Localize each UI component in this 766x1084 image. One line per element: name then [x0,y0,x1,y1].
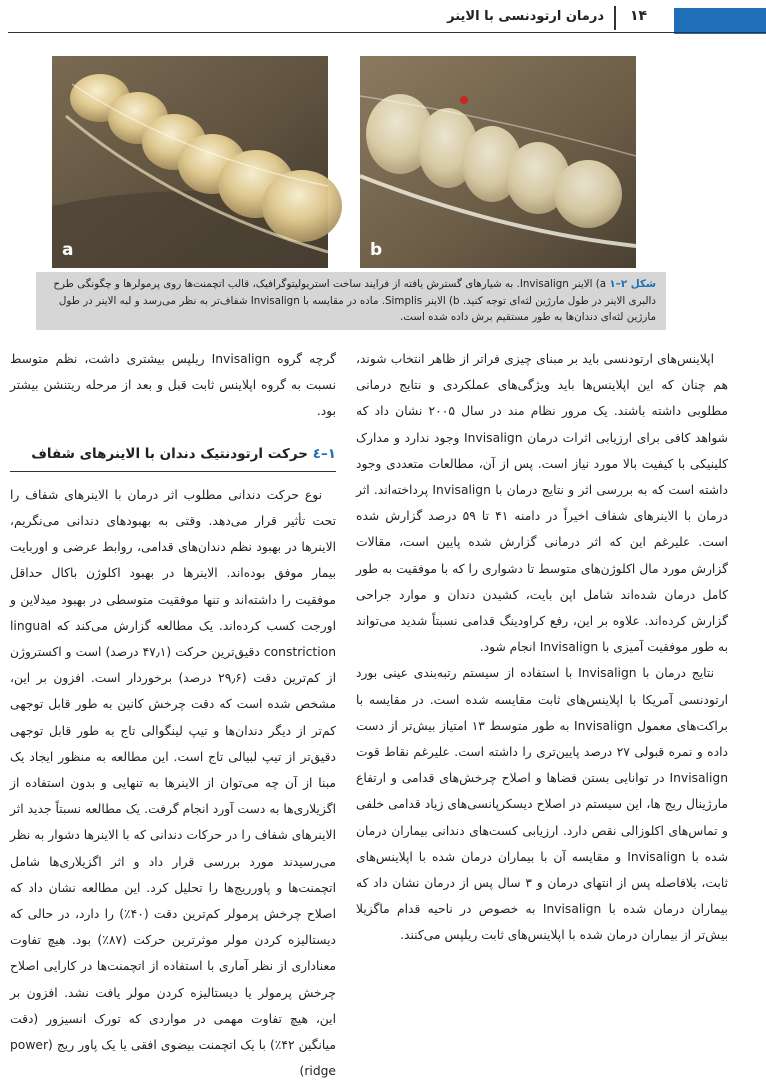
page-number: ۱۴ [630,8,648,24]
header-divider [614,6,616,30]
header-rule [8,32,766,33]
page-header [0,0,766,36]
paragraph: اپلاینس‌های ارتودنسی باید بر مبنای چیزی فراتر از ظاهر انتخاب شوند، هم چنان که این اپلاینس‌ها باید ویژگی‌های عملکردی و نتایج درمانی مطلوبی داشته باشند. یک مرور نظام مند در سال ۲۰۰۵ نشان داد که شواهد کافی برای ارزیابی اثرات درمان Invisalign وجود ندارد و مدارک کلینیکی با کیفیت بالا مورد نیاز است. پس از آن، مطالعات متعددی وجود داشته است که به بررسی اثر و نتایج درمان با Invisalign پرداخته‌اند. اثر درمان با الاینرهای شفاف اخیراً در دامنه ۴۱ تا ۵۹ درصد گزارش شده است. علیرغم این که اثر درمانی گزارش شده پایین است، مقالات گزارش مورد مال اکلوژن‌های متوسط تا دشواری را که با موفقیت به طور کامل درمان شده‌اند شامل اپن بایت، کشیدن دندان و موارد جراحی گزارش کرده‌اند. علاوه بر این، رفع کراودینگ قدامی نسبتاً شدید می‌تواند به طور موفقیت آمیزی با Invisalign انجام شود. [356,352,729,655]
aligner-closeup-photo [360,56,636,268]
panel-letter-b: b [370,240,383,260]
running-title: درمان ارتودنسی با الاینر [447,9,604,24]
text-column-left [10,346,336,1084]
header-accent-bar [674,8,766,34]
figure-caption [36,272,666,330]
text-column-right [356,346,728,949]
paragraph: گرچه گروه Invisalign ریلپس بیشتری داشت، نظم متوسط نسبت به گروه اپلاینس ثابت قبل و بعد از مرحله ریتنشن بیشتر بود. [10,352,337,419]
figure-photo-a [52,56,328,268]
section-title: حرکت ارتودنتیک دندان با الاینرهای شفاف [31,445,309,462]
figure-label: شکل ۲–۱ [609,278,656,290]
panel-letter-a: a [62,240,74,260]
section-number: ۱–٤ [312,445,336,462]
figure-photo-b [360,56,636,268]
figure-caption-text: a) الاینر Invisalign. به شیارهای گسترش یافته از فرایند ساخت استریولیتوگرافیک، قالب اتچمنت‌ها روی پرمولرها و چگونگی طرح دالبری الاینر در طول مارژین لثه‌ای توجه کنید. b) الاینر Simplis. ماده در مقایسه با Invisalign شفاف‌تر به نظر می‌رسد و لبه الاینر در طول مارژین لثه‌ای دندان‌ها به طور مستقیم برش داده شده است. [53,278,656,323]
paragraph: نتایج درمان با Invisalign با استفاده از سیستم رتبه‌بندی عینی بورد ارتودنسی آمریکا با اپلاینس‌های ثابت مقایسه شده است. در مقایسه با براکت‌های معمول Invisalign به طور متوسط ۱۳ امتیاز بیش‌تر از دست داده و نمره قبولی ۲۷ درصد پایین‌تری را داشته است. علیرغم نقاط قوت Invisalign در توانایی بستن فضاها و اصلاح چرخش‌های قدامی و ارتفاع مارژینال ریج ها، این سیستم در اصلاح دیسکرپانسی‌های زیاد قدامی خلفی و تماس‌های اکلوزالی نقص دارد. ارزیابی کست‌های دندانی بیماران درمان شده با Invisalign و مقایسه آن با بیماران درمان شده با اپلاینس‌های ثابت، بلافاصله پس از انتهای درمان و ۳ سال پس از درمان نشان داد که بیماران درمان شده با Invisalign به خصوص در ناحیه قدام ماگزیلا بیش‌تر از بیماران درمان شده با اپلاینس‌های ثابت ریلپس می‌کنند. [356,666,728,943]
section-heading [10,441,336,472]
aligner-on-dental-model-photo [52,56,328,268]
paragraph: نوع حرکت دندانی مطلوب اثر درمان با الاینرهای شفاف را تحت تأثیر قرار می‌دهد. وقتی به بهبودهای دندانی می‌نگریم، الاینرها در بهبود نظم دندان‌های قدامی، روابط عرضی و اوربایت بیمار موفق بوده‌اند. الاینرها در بهبود اکلوژن باکال حداقل موفقیت را داشته‌اند و تنها موفقیت متوسطی در بهبود میدلاین و اورجت کسب کرده‌اند. یک مطالعه گزارش می‌کند که lingual constriction دقیق‌ترین حرکت (۴۷٫۱ درصد) است و اکستروژن از کم‌ترین دقت (۲۹٫۶ درصد) برخوردار است. افزون بر این، مشخص شده است که دقت چرخش کانین به طور قابل توجهی کم‌تر از دیگر دندان‌ها و تیپ لینگوالی تاج به طور قابل توجهی دقیق‌تر از تیپ لبیالی تاج است. این مطالعه به منظور ایجاد یک مبنا از آن چه می‌توان از الاینرها به تنهایی و بدون استفاده از اگزیلاری‌ها به دست آورد انجام گرفت. یک مطالعه نسبتاً جدید اثر الاینرهای شفاف را در حرکات دندانی که با الاینرها دشوار به نظر می‌رسیدند مورد بررسی قرار داد و اثر اگزیلاری‌ها شامل اتچمنت‌ها و پاورریج‌ها را تحلیل کرد. این مطالعه نشان داد که اصلاح چرخش پرمولر کم‌ترین دقت (۴۰٪) را دارد، در حالی که دیستالیزه کردن مولر موثرترین حرکت (۸۷٪) بود. هیچ تفاوت معناداری از نظر آماری با استفاده از اتچمنت‌ها در کارایی اصلاح چرخش پرمولر یا دیستالیزه کردن مولر یافت نشد. افزون بر این، هیچ تفاوت مهمی در مواردی که تورک انسیزور (دقت میانگین ۴۲٪) با یک اتچمنت بیضوی افقی یا یک پاور ریج (power ridge) [10,487,337,1079]
